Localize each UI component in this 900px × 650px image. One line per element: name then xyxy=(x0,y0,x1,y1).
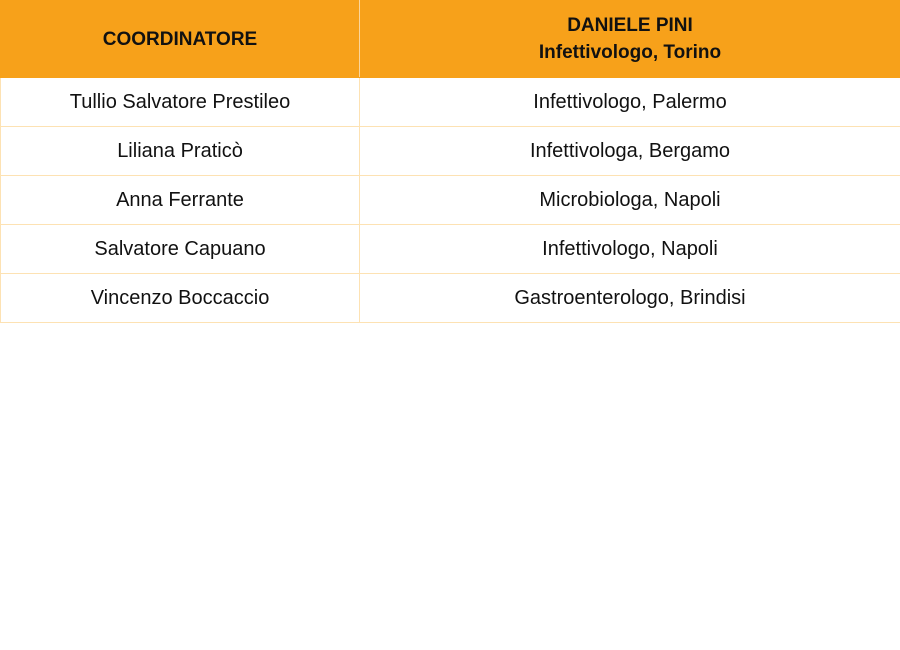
member-name: Salvatore Capuano xyxy=(1,225,360,274)
member-name: Anna Ferrante xyxy=(1,176,360,225)
table-row xyxy=(1,127,900,176)
member-role: Microbiologa, Napoli xyxy=(360,176,900,225)
member-name: Tullio Salvatore Prestileo xyxy=(1,78,360,127)
member-role: Gastroenterologo, Brindisi xyxy=(360,274,900,323)
table-row xyxy=(1,176,900,225)
header-row xyxy=(1,1,900,78)
member-role: Infettivologo, Palermo xyxy=(360,78,900,127)
member-name: Liliana Praticò xyxy=(1,127,360,176)
coordinator-role: Infettivologo, Torino xyxy=(538,42,722,63)
coordinator-label-text: COORDINATORE xyxy=(102,28,258,50)
coordinator-info xyxy=(360,1,900,78)
member-name: Vincenzo Boccaccio xyxy=(1,274,360,323)
table-row xyxy=(1,274,900,323)
member-role: Infettivologa, Bergamo xyxy=(360,127,900,176)
table-row xyxy=(1,78,900,127)
faculty-table xyxy=(0,0,900,323)
member-role: Infettivologo, Napoli xyxy=(360,225,900,274)
coordinator-label xyxy=(1,1,360,78)
coordinator-name: DANIELE PINI xyxy=(567,15,693,36)
table-row xyxy=(1,225,900,274)
